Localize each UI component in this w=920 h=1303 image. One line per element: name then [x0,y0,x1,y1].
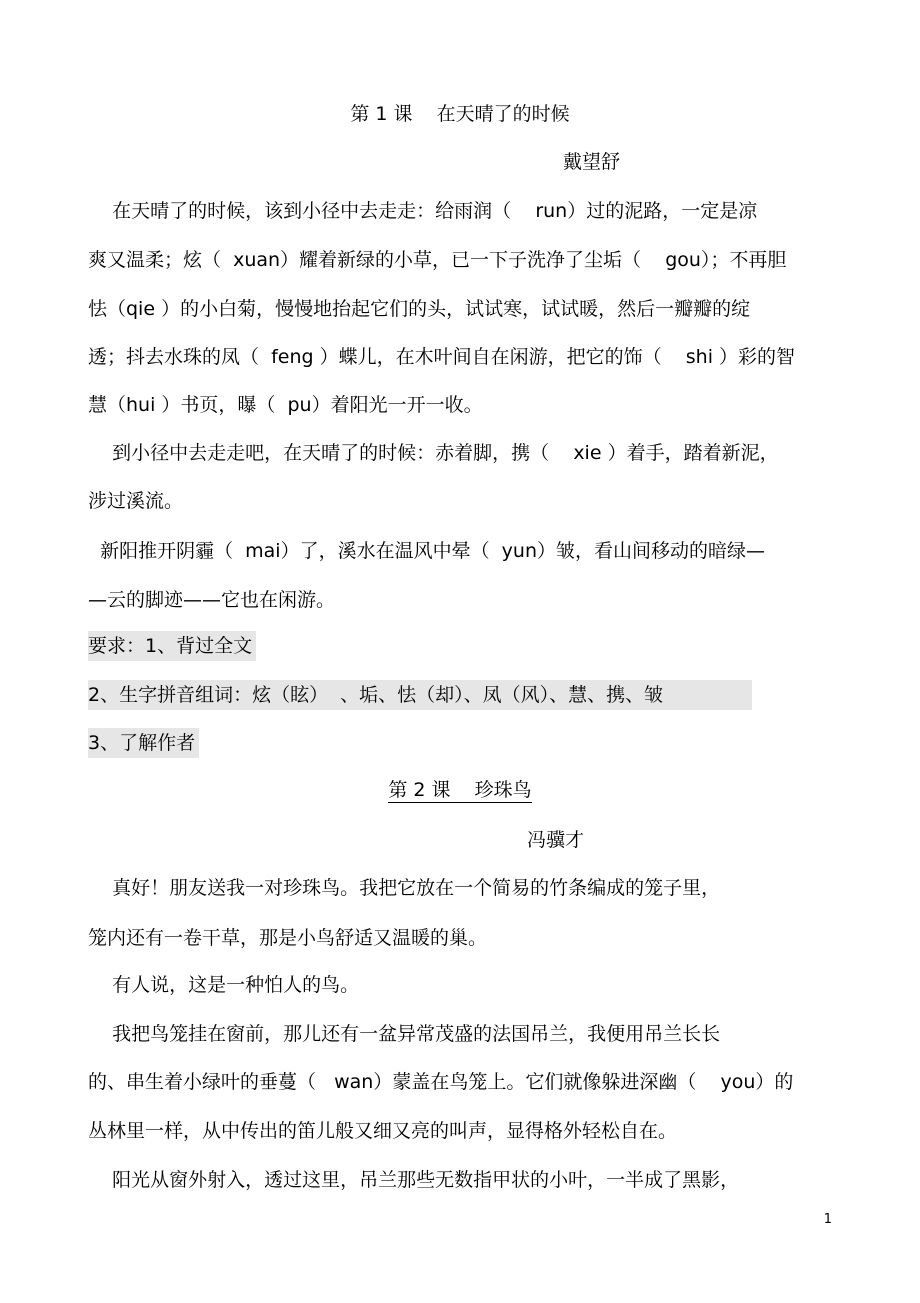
lesson1-line-5: 慧（hui ）书页，曝（ pu）着阳光一开一收。 [88,394,483,416]
lesson2-line-1: 真好！朋友送我一对珍珠鸟。我把它放在一个简易的竹条编成的笼子里， [88,877,721,899]
lesson1-line-6: 到小径中去走走吧，在天晴了的时候：赤着脚，携（ xie ）着手，踏着新泥， [88,442,779,464]
lesson1-line-4: 透；抖去水珠的凤（ feng ）蝶儿，在木叶间自在闲游，把它的饰（ shi ）彩的智 [88,346,796,368]
lesson2-line-4: 我把鸟笼挂在窗前，那儿还有一盆异常茂盛的法国吊兰，我便用吊兰长长 [88,1023,721,1045]
requirement-2: 2、生字拼音组词：炫（眩） 、垢、怯（却）、凤（风）、慧、携、皱 [88,680,752,710]
lesson1-author: 戴望舒 [562,151,620,173]
lesson1-line-8: 新阳推开阴霾（ mai）了，溪水在温风中晕（ yun）皱，看山间移动的暗绿— [88,540,765,562]
lesson2-title-text: 第 2 课 珍珠鸟 [388,779,532,801]
lesson1-line-1: 在天晴了的时候，该到小径中去走走：给雨润（ run）过的泥路，一定是凉 [88,200,758,222]
lesson1-title: 第 1 课 在天晴了的时候 [350,103,570,125]
lesson2-line-6: 丛林里一样，从中传出的笛儿般又细又亮的叫声，显得格外轻松自在。 [88,1120,678,1142]
lesson1-line-7: 涉过溪流。 [88,490,184,512]
lesson2-line-3: 有人说，这是一种怕人的鸟。 [88,974,360,996]
lesson1-line-9: —云的脚迹——它也在闲游。 [88,589,336,611]
lesson1-line-2: 爽又温柔；炫（ xuan）耀着新绿的小草，已一下子洗净了尘垢（ gou）；不再胆 [88,249,787,271]
lesson2-title [0,776,920,804]
lesson1-line-3: 怯（qie ）的小白菊，慢慢地抬起它们的头，试试寒，试试暖，然后一瓣瓣的绽 [88,298,751,320]
lesson2-author: 冯骥才 [526,829,584,851]
lesson2-line-5: 的、串生着小绿叶的垂蔓（ wan）蒙盖在鸟笼上。它们就像躲进深幽（ you）的 [88,1071,794,1093]
requirement-3: 3、了解作者 [88,728,199,758]
lesson2-line-2: 笼内还有一卷干草，那是小鸟舒适又温暖的巢。 [88,927,488,949]
page-number: 1 [823,1212,832,1227]
requirement-1: 要求：1、背过全文 [88,631,256,661]
lesson2-line-7: 阳光从窗外射入，透过这里，吊兰那些无数指甲状的小叶，一半成了黑影， [88,1169,740,1191]
